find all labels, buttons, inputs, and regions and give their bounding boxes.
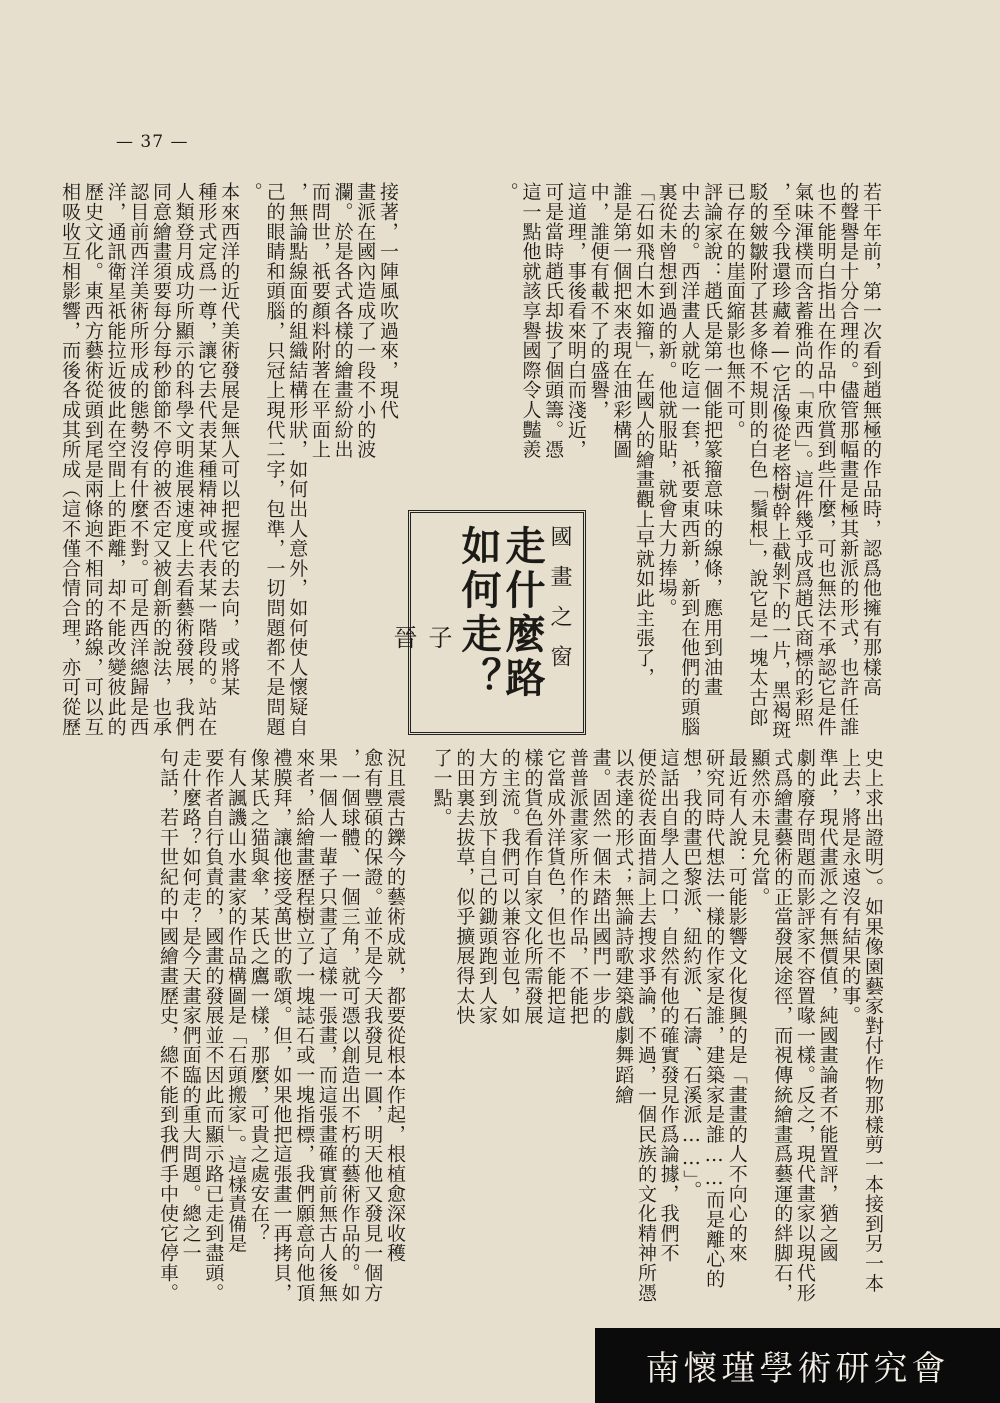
footer-banner: 南懷瑾學術研究會	[595, 1328, 1000, 1403]
page-number: — 37 —	[116, 132, 189, 152]
section-label: 國畫之窗	[547, 525, 572, 685]
article-text-lower-left: 況且震古鑠今的藝術成就，都要從根本作起，根植愈深收穫 愈有豐碩的保證。並不是今天我發見一圓，明天他又發見一個方 ，一個球體、一個三角，就可憑以創造出不朽的藝術作品的。如 果一個人一輩子只畫了這樣一張畫，而這張畫確實前無古人後無 來者，給繪畫歷程樹立了一塊誌石或一塊指標，我們願意向他頂 禮膜拜，讓他接受萬世的歌頌。但，如果他把這張畫一再拷貝， 像某氏之猫與傘，某氏之鷹一樣，那麼，可貴之處安在？ 有人諷譏山水畫家的作品構圖是「石頭搬家」。這樣責備是 要作者自行負責的，國畫的發展並不因此而顯示路已走到盡頭。 走什麼路？如何走？是今天畫家們面臨的重大問題。總之一 句話，若干世紀的中國繪畫歷史，總不能到我們手中使它停車。	[156, 748, 406, 1303]
article-text-upper-left: 接著，一陣風吹過來，現代 畫派在國內造成了一段不小的波 瀾。於是各式各樣的繪畫紛紛出 而問世，祇要顏料附著在平面上 ，無論點線面的組織結構形狀，如何出人意外，如何使人懷疑自 己的眼睛和頭腦，只冠上現代二字，包準，一切問題都不是問題 。 本來西洋的近代美術發展是無人可以把握它的去向，或將某 種形式定爲一尊，讓它去代表某種精神或代表某一階段的。站在 人類登月成功所顯示的科學文明進展速度上去看藝術發展，我們 同意繪畫須要每分每秒節節不停的被否定又被創新的說法，也承 認目前西洋美術所形成的態勢沒有什麼不對。可是西洋總歸是西 洋，通訊衛星祇能拉近彼此在空間上的距離，却不能改變彼此的 歷史文化。東西方藝術從頭到尾是兩條逈不相同的路線，可以互 相吸收互相影響，而後各成其所成（這不僅合情合理，亦可從歷	[59, 182, 399, 737]
title-block	[389, 510, 586, 735]
article-title: 走什麼路如何走？	[455, 525, 546, 701]
article-text-lower-right: 史上求出證明）。如果像園藝家對付作物那樣剪一本接到另一本 上去，將是永遠沒有結果的事。 準此，現代畫派之有無價值，純國畫論者不能置評，猶之國 劇的廢存問題而影評家不容置喙一樣。反之，現代畫家以現代形 式爲繪畫藝術的正當發展途徑，而視傳統繪畫爲藝運的絆脚石， 顯然亦未見允當。 最近有人說：可能影響文化復興的是「畫畫的人不向心的來 研究同時代想法一樣的作家是誰，建築家是誰……而是離心的 想，我的畫巴黎派、紐約派、石濤、石溪派……」。 這話出自學人之口，自然有他的確實發見作爲論據，我們不 便於從表面措詞上去搜求爭論，不過，一個民族的文化精神所憑 以表達的形式；無論詩歌建築戲劇舞蹈繪 畫。固然一個未踏出國門一步的 普普派畫家所作的作品，不能把 它當成外洋貨色，但也不能把這 樣的貨色看作自家文化所需發展 的主流。我們可以兼容並包，如 大方到放下自己的鋤頭跑到人家 的田裏去拔草，似乎擴展得太快 了一點。	[430, 748, 884, 1303]
article-text-upper-right: 若干年前，第一次看到趙無極的作品時，認爲他擁有那樣高 的聲譽是十分合理的。儘管那幅畫是極其新派的形式，也許任誰 也不能明白指出在作品中欣賞到些什麼，可也無法不承認它是件 氣味渾樸而含蓄雅尚的「東西」。這件幾乎成爲趙氏商標的彩照 ，至今我還珍藏着—它活像從老榕樹幹上截剝下的一片，黑褐斑 駁的皴皺附了甚多條不規則的白色「鬚根」，說它是一塊太古郎 已存在的崖面縮影也無不可。 評論家說：趙氏是第一個能把篆籀意味的線條，應用到油畫 中去的。西洋畫人就吃這一套，祇要東西新，新到在他們的頭腦 裏從未曾想到過的新。他就服貼，就會大力捧場。 「石如飛白木如籀」，在國人的繪畫觀上早就如此主張了， 誰是第一個把來表現在油彩構圖 中，誰便有載不了的盛譽， 這道理，事後看來明白而淺近， 可是當時趙氏却拔了個頭籌。憑 這一點他就該享譽國際令人豔羨 。	[496, 182, 882, 740]
author-name: 子晉	[389, 625, 452, 673]
